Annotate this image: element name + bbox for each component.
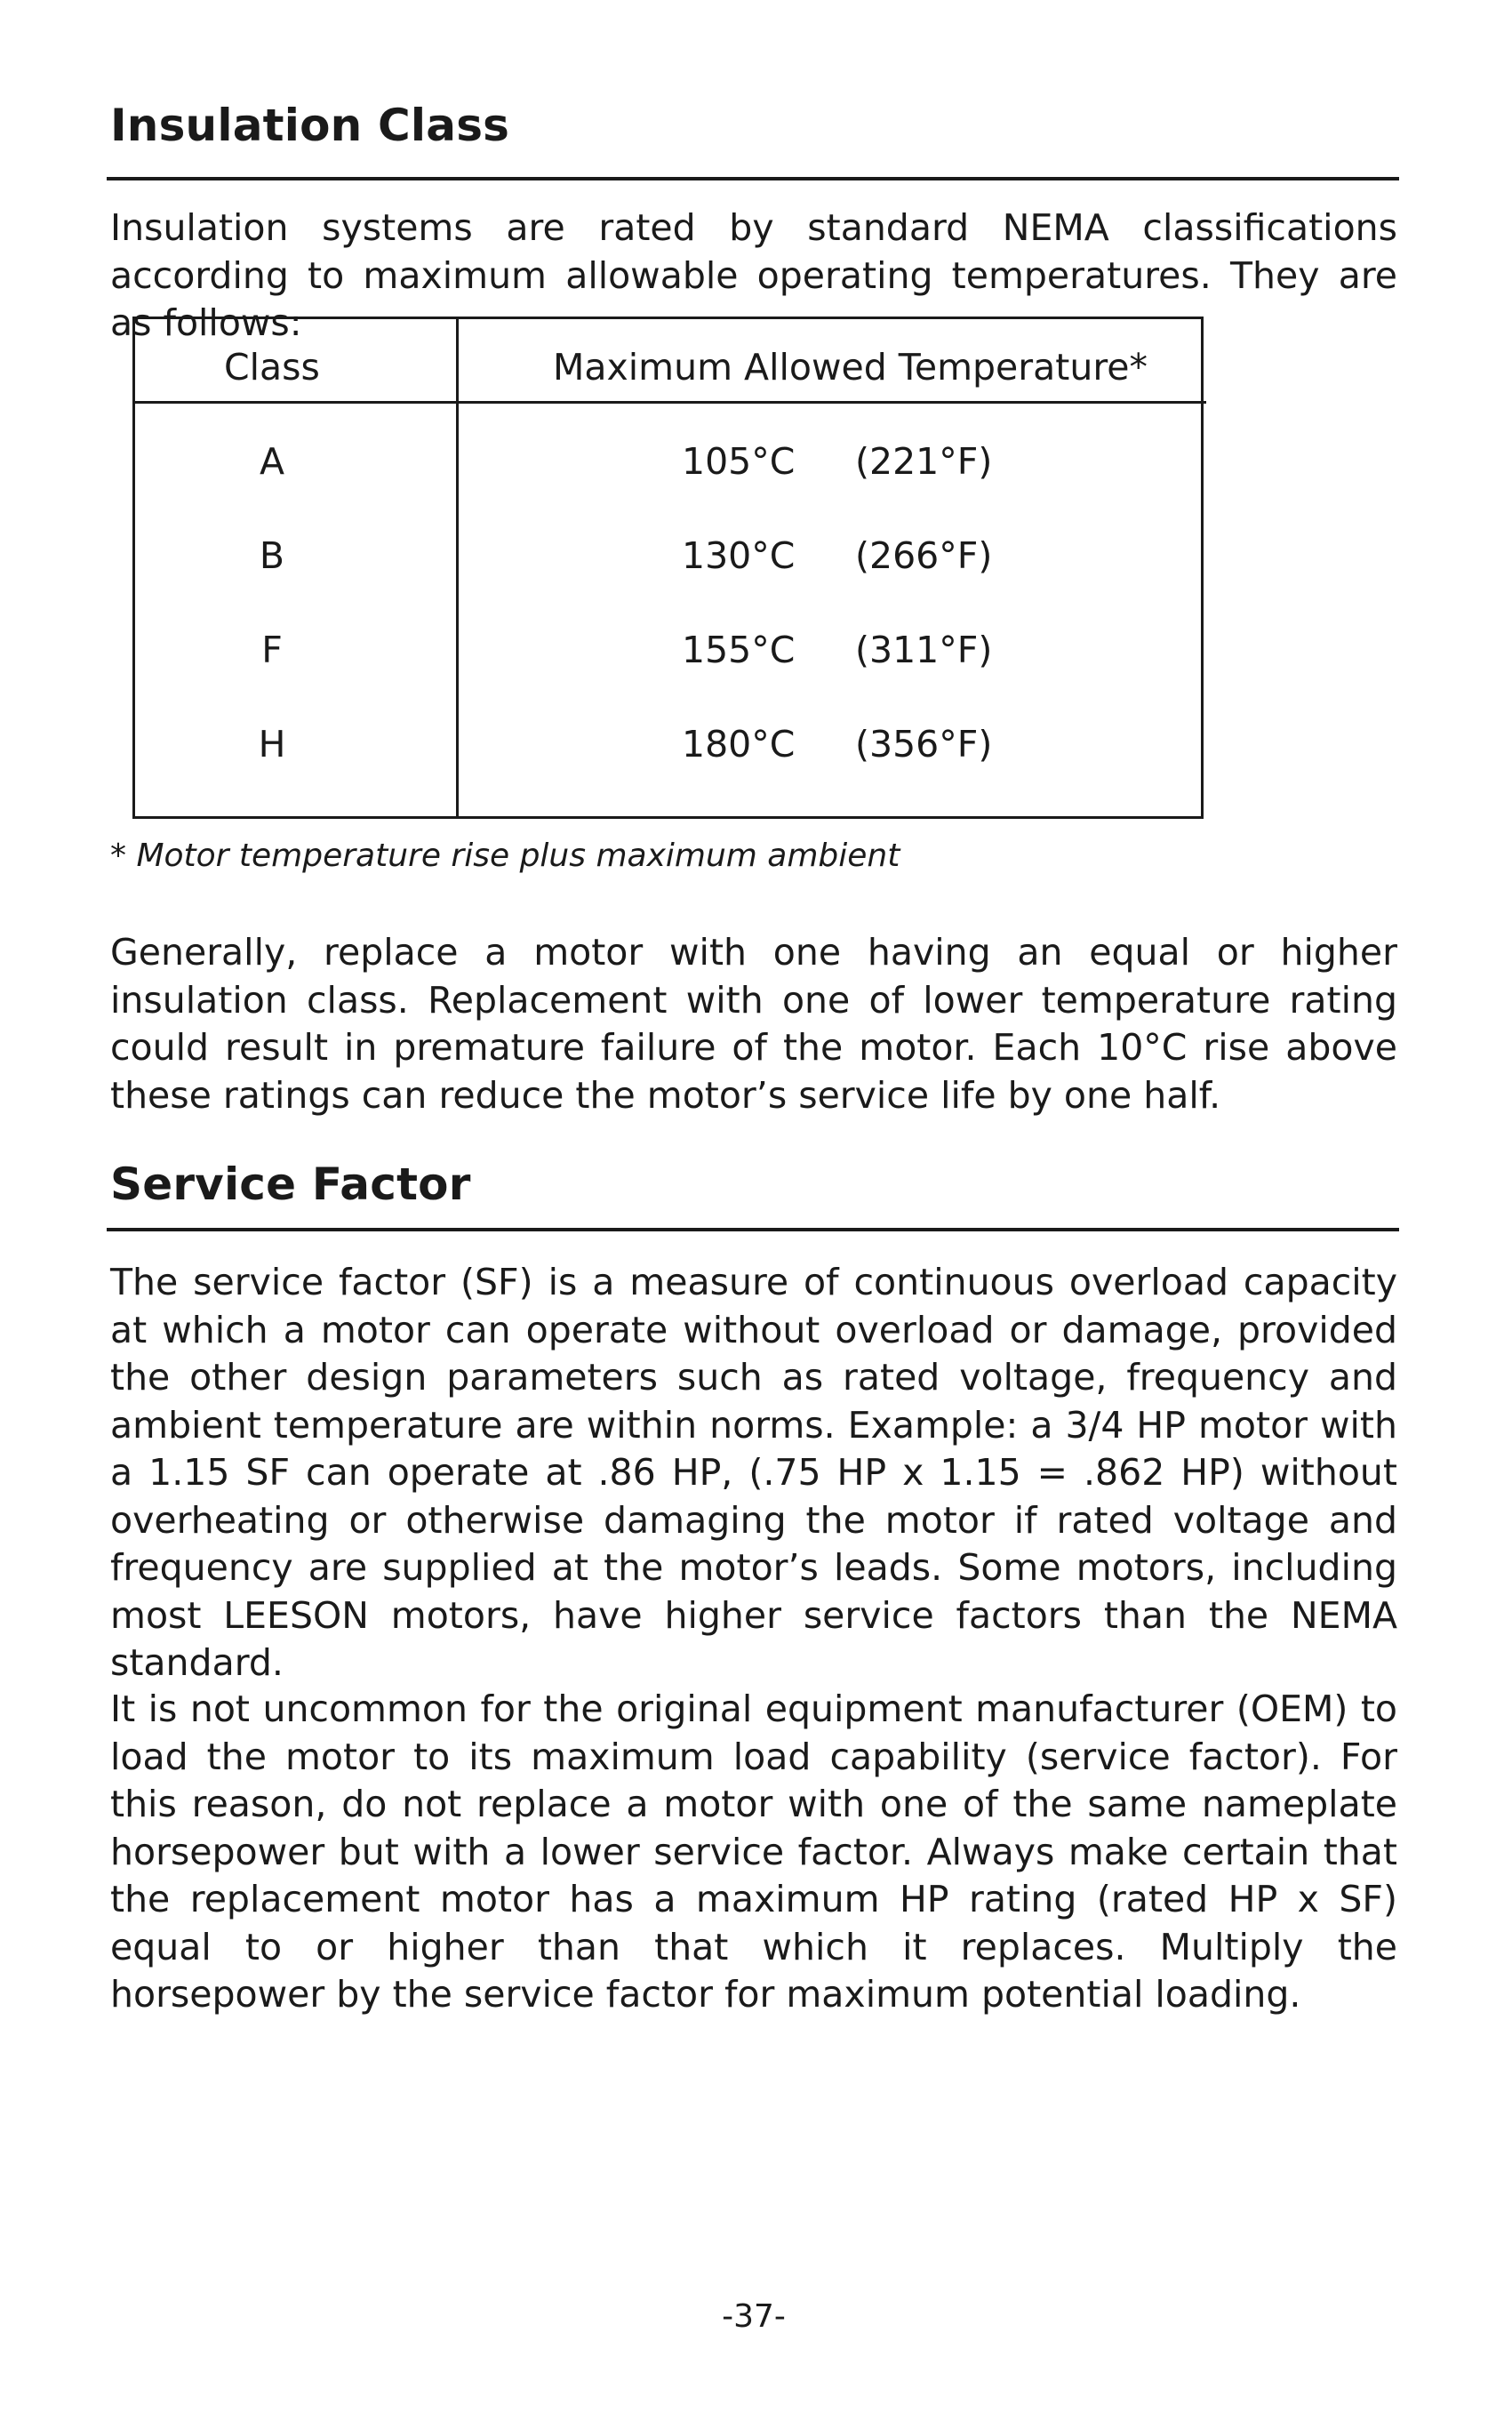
table-cell-celsius: 130°C [682,534,796,577]
table-cell-celsius: 155°C [682,629,796,671]
heading-rule [107,177,1399,180]
service-factor-paragraph-1: The service factor (SF) is a measure of continuous overload capacity at which a motor can operate without overload or damage, provided the other design parameters such as rated voltage, frequency and ambient temperature are within norms. Example: a 3/4 HP motor with a 1.15 SF can operate at .86 HP, (.75 HP x 1.15 = .862 HP) without overheating or otherwise damaging the motor if rated voltage and frequency are supplied at the motor’s leads. Some motors, including most LEESON motors, have higher service factors than the NEMA standard. [110,1261,1397,1684]
table-cell-class: H [258,723,286,766]
table-cell-fahrenheit: (311°F) [855,629,993,671]
table-header-class: Class [224,346,320,389]
service-factor-heading: Service Factor [110,1158,471,1210]
heading-rule [107,1228,1399,1231]
service-factor-paragraph-2: It is not uncommon for the original equipment manufacturer (OEM) to load the motor to its maximum load capability (service factor). For this reason, do not replace a motor with one of the same nameplate horsepower but with a lower service factor. Always make certain that the replacement motor has a maximum HP rating (rated HP x SF) equal to or higher than that which it replaces. Multiply the horsepower by the service factor for maximum potential loading. [110,1687,1397,2016]
table-cell-class: B [259,534,285,577]
insulation-class-table [132,317,1204,819]
insulation-class-heading: Insulation Class [110,100,510,151]
table-cell-fahrenheit: (266°F) [855,534,993,577]
table-cell-fahrenheit: (221°F) [855,440,993,483]
page-number: -37- [722,2298,786,2335]
table-header-divider [135,401,1206,404]
table-column-divider [456,319,459,817]
table-cell-class: F [261,629,283,671]
table-header-temperature: Maximum Allowed Temperature* [553,346,1148,389]
table-cell-celsius: 180°C [682,723,796,766]
insulation-body-paragraph: Generally, replace a motor with one having an equal or higher insulation class. Replacement with one of lower temperature rating could result in premature failure of the motor. Each 10°C rise above these ratings can reduce the motor’s service life by one half. [110,931,1397,1117]
table-cell-class: A [259,440,285,483]
insulation-intro-paragraph: Insulation systems are rated by standard NEMA classifications according to maximum allowable operating temperatures. They are as follows: [110,206,1397,344]
table-footnote: * Motor temperature rise plus maximum ambient [110,838,900,874]
table-cell-fahrenheit: (356°F) [855,723,993,766]
table-cell-celsius: 105°C [682,440,796,483]
